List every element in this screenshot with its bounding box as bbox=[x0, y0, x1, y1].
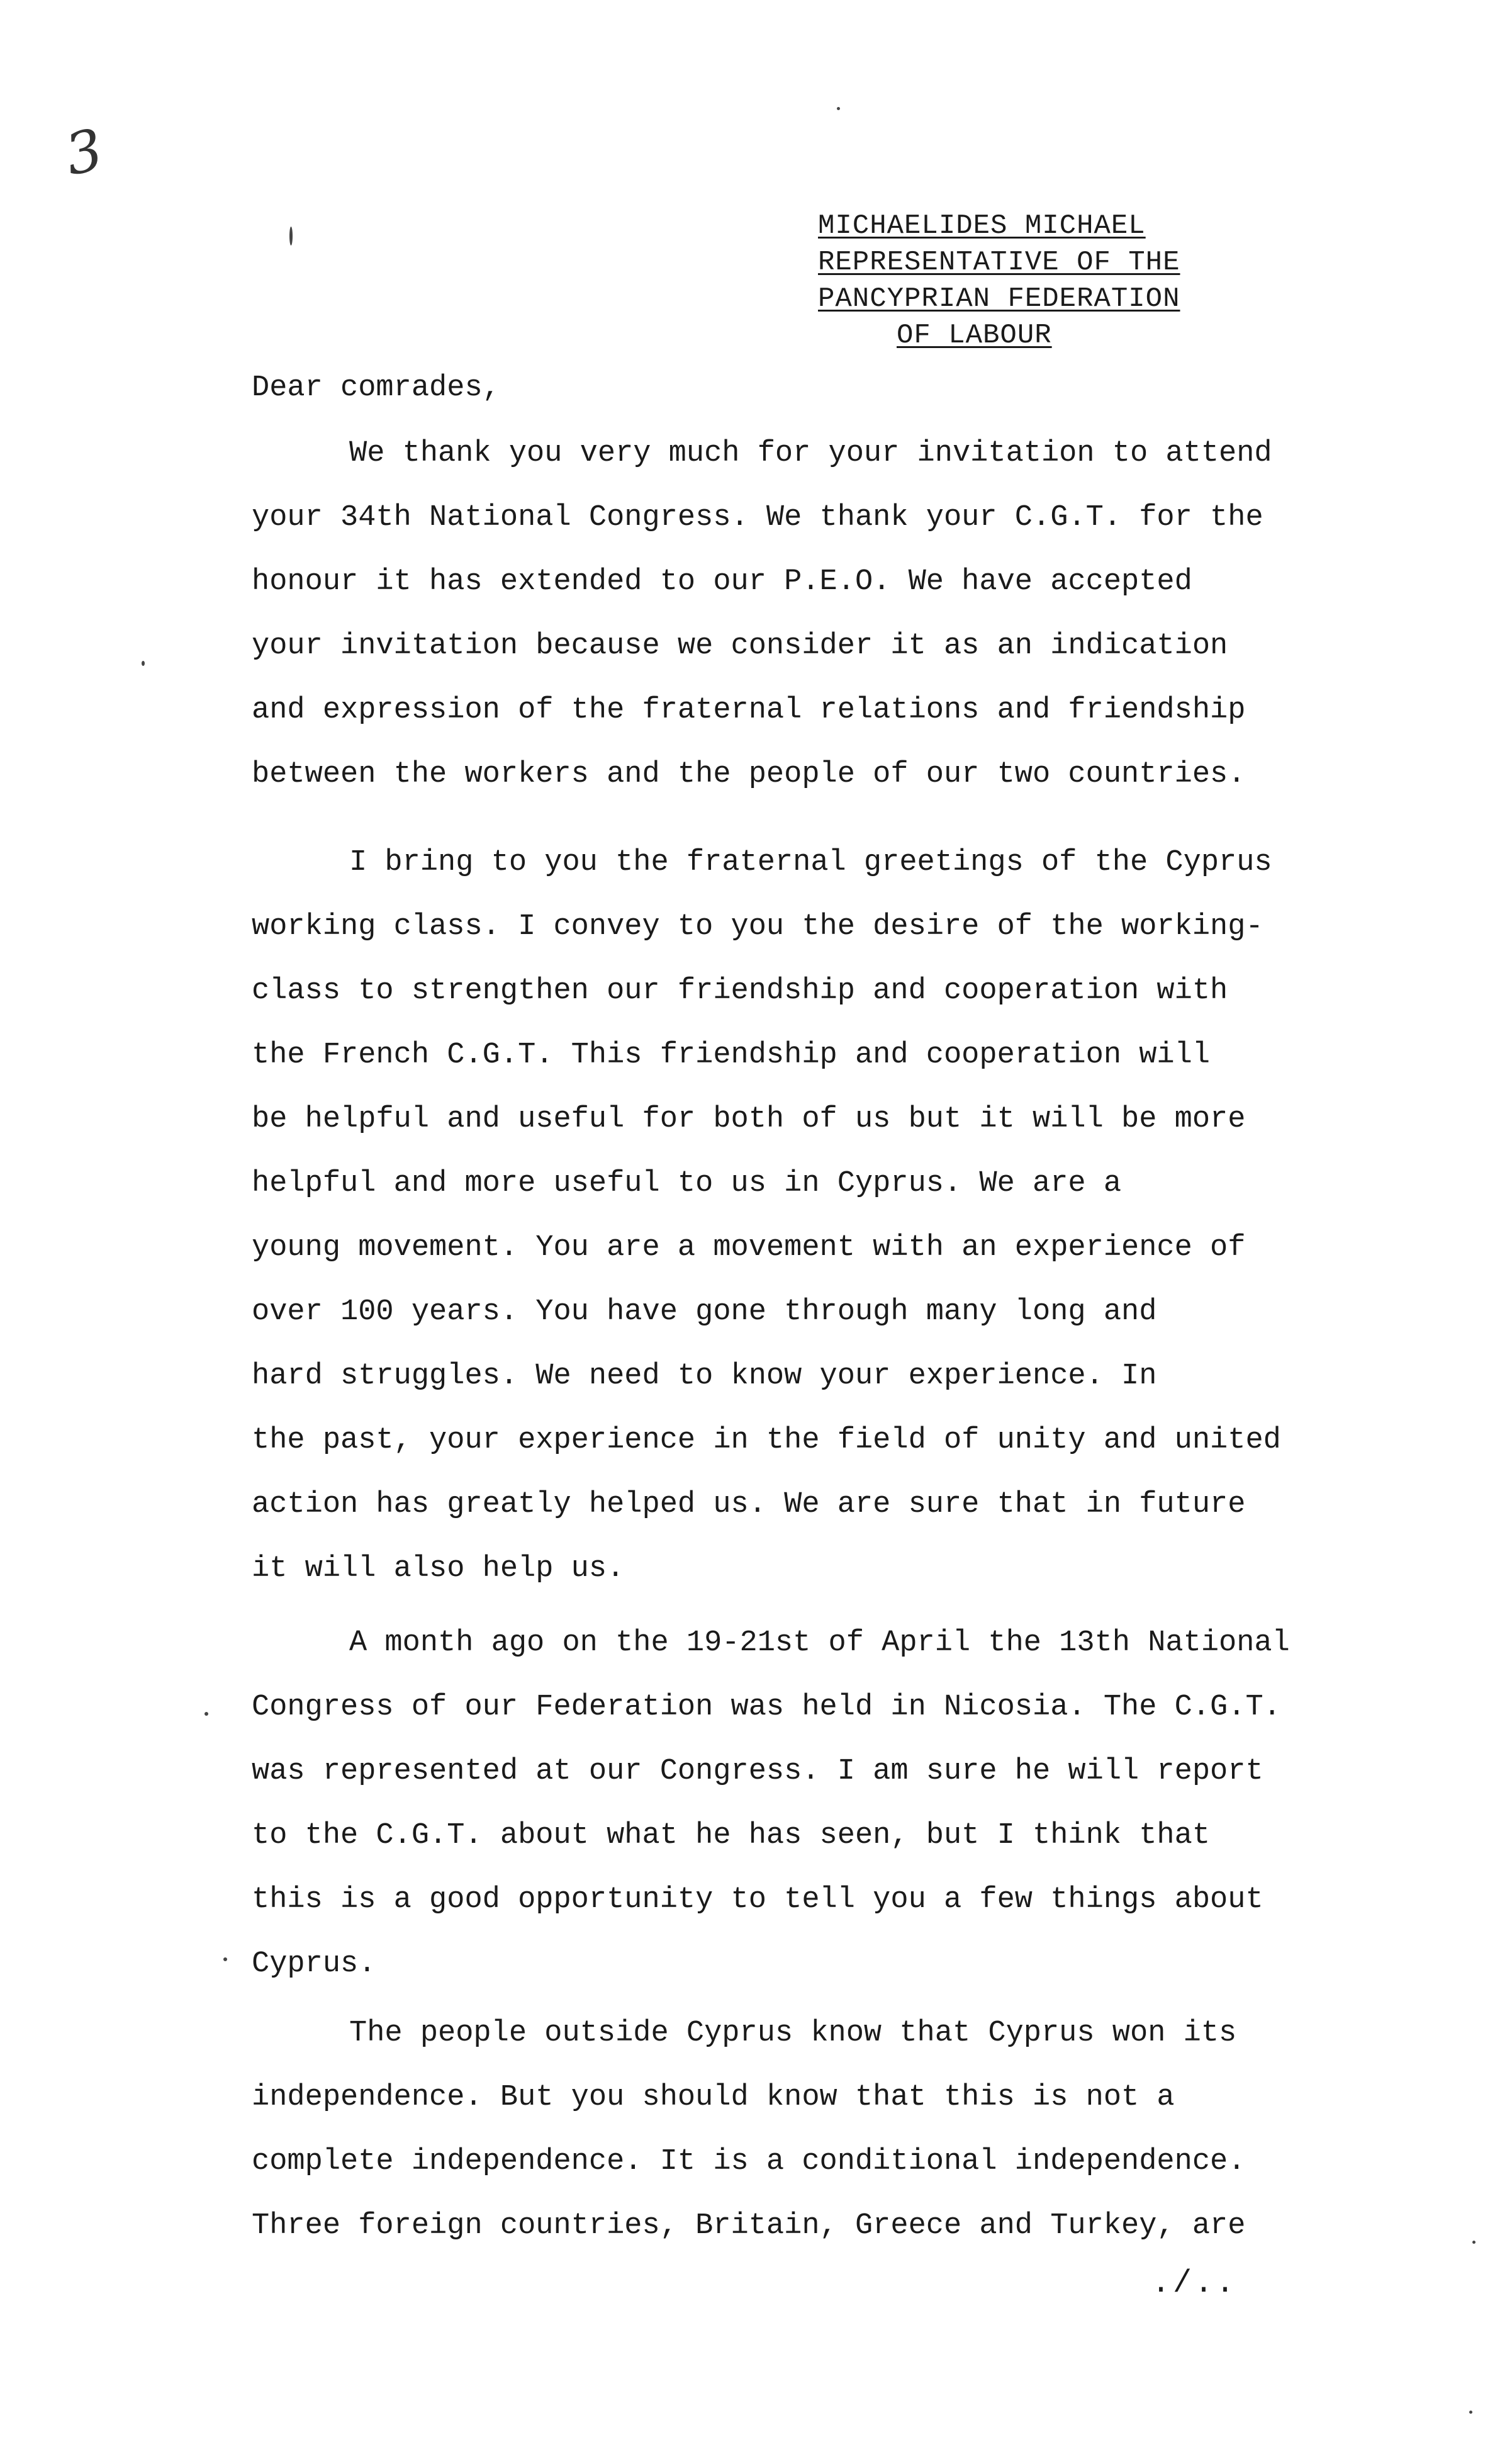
text-line: independence. But you should know that this is not a bbox=[252, 2081, 1175, 2114]
text-line: to the C.G.T. about what he has seen, but I think that bbox=[252, 1819, 1211, 1852]
continuation-mark: ./.. bbox=[1151, 2266, 1238, 2302]
paragraph-3 bbox=[252, 1611, 1384, 1996]
paragraph-4 bbox=[252, 2001, 1384, 2258]
scan-speck bbox=[1469, 2411, 1472, 2414]
salutation: Dear comrades, bbox=[252, 371, 500, 405]
handwritten-page-number: 3 bbox=[59, 116, 109, 189]
text-line: this is a good opportunity to tell you a few things about bbox=[252, 1883, 1263, 1916]
text-line: working class. I convey to you the desire of the working- bbox=[252, 910, 1263, 943]
text-line: class to strengthen our friendship and cooperation with bbox=[252, 974, 1228, 1008]
scan-speck bbox=[142, 661, 145, 666]
sender-name: MICHAELIDES MICHAEL bbox=[818, 210, 1146, 242]
text-line: hard struggles. We need to know your experience. In bbox=[252, 1359, 1157, 1393]
text-line: Cyprus. bbox=[252, 1947, 376, 1981]
sender-title-line-1: REPRESENTATIVE OF THE bbox=[818, 247, 1180, 278]
text-line: complete independence. It is a conditional independence. bbox=[252, 2145, 1246, 2178]
scan-speck bbox=[289, 227, 293, 245]
scan-speck bbox=[1472, 2241, 1476, 2244]
text-line: We thank you very much for your invitation to attend bbox=[349, 437, 1272, 470]
text-line: young movement. You are a movement with an experience of bbox=[252, 1231, 1246, 1264]
sender-heading bbox=[818, 208, 1296, 354]
text-line: the French C.G.T. This friendship and cooperation will bbox=[252, 1038, 1211, 1072]
text-line: it will also help us. bbox=[252, 1552, 625, 1585]
text-line: your invitation because we consider it as an indication bbox=[252, 629, 1228, 663]
sender-title-line-2: PANCYPRIAN FEDERATION bbox=[818, 283, 1180, 315]
sender-title-line-3: OF LABOUR bbox=[897, 320, 1052, 351]
text-line: and expression of the fraternal relations and friendship bbox=[252, 694, 1246, 727]
text-line: was represented at our Congress. I am sure he will report bbox=[252, 1755, 1263, 1788]
text-line: Three foreign countries, Britain, Greece and Turkey, are bbox=[252, 2209, 1246, 2243]
text-line: between the workers and the people of our two countries. bbox=[252, 758, 1246, 791]
scan-speck bbox=[204, 1712, 208, 1716]
paragraph-2 bbox=[252, 831, 1384, 1601]
text-line: honour it has extended to our P.E.O. We have accepted bbox=[252, 565, 1192, 599]
text-line: A month ago on the 19-21st of April the 13th National bbox=[349, 1626, 1290, 1660]
text-line: Congress of our Federation was held in Nicosia. The C.G.T. bbox=[252, 1691, 1281, 1724]
text-line: helpful and more useful to us in Cyprus. We are a bbox=[252, 1167, 1122, 1200]
paragraph-1 bbox=[252, 422, 1384, 807]
text-line: the past, your experience in the field of unity and united bbox=[252, 1424, 1281, 1457]
scan-speck bbox=[223, 1957, 227, 1961]
text-line: The people outside Cyprus know that Cyprus won its bbox=[349, 2017, 1237, 2050]
text-line: be helpful and useful for both of us but it will be more bbox=[252, 1103, 1246, 1136]
scan-speck bbox=[837, 107, 840, 110]
text-line: action has greatly helped us. We are sure that in future bbox=[252, 1488, 1246, 1521]
text-line: I bring to you the fraternal greetings of the Cyprus bbox=[349, 846, 1272, 879]
text-line: your 34th National Congress. We thank your C.G.T. for the bbox=[252, 501, 1263, 534]
text-line: over 100 years. You have gone through many long and bbox=[252, 1295, 1157, 1329]
